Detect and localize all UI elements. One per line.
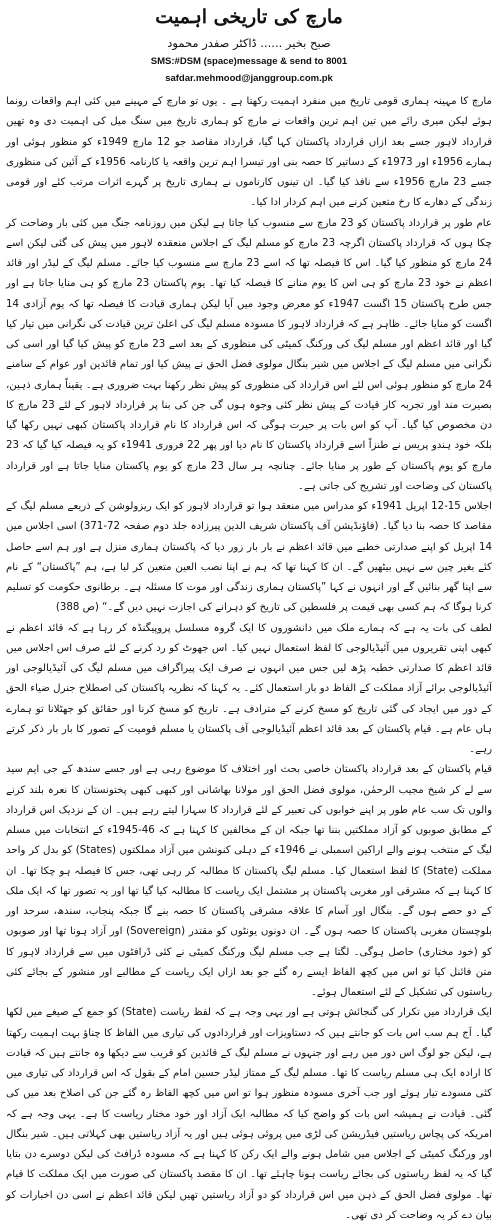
body-paragraph: اجلاس 15-12 اپریل 1941ء کو مدراس میں منعقد ہوا تو قرارداد لاہور کو ایک ریزولوشن کے ذریعے مسلم لیگ کے مقاصد کا حصہ بنا دیا گیا۔ (فاؤنڈیشن آف پاکستان شریف الدین پیرزادہ جلد دوم صفحہ 72-371) اسی اجلاس میں 14 اپریل کو اپنے صدارتی خطبے میں قائد اعظم نے بار بار زور دیا کہ پاکستان ہماری منزل ہے اور ہم اسے حاصل کئے بغیر چین سے نہیں بیٹھیں گے۔ ان کا کہنا تھا کہ ہم نے اپنا نصب العین متعین کر لیا ہے، ہم ”پاکستان“ کے نام سے اپنا گھر بنائیں گے اور انہوں نے کہا ”پاکستان ہماری زندگی اور موت کا مسئلہ ہے۔ برطانوی حکومت کو تسلیم کرنا ہوگا کہ ہم کسی بھی قیمت پر فلسطین کی تاریخ کو دہرانے کی اجازت نہیں دیں گے۔“ (ص 388) [6, 501, 492, 614]
article-title: مارچ کی تاریخی اہمیت [155, 6, 343, 28]
article-body [6, 92, 493, 1221]
body-paragraph: لطف کی بات یہ ہے کہ ہمارے ملک میں دانشوروں کا ایک گروہ مسلسل پروپیگنڈہ کر رہا ہے کہ قائد اعظم نے کبھی اپنی تقریروں میں آئیڈیالوجی کا لفظ استعمال نہیں کیا۔ اس جھوٹ کو رد کرنے کے لئے صرف اس اجلاس میں قائد اعظم کا صدارتی خطبہ پڑھ لیں جس میں انہوں نے صرف ایک پیراگراف میں مسلم لیگ کی آئیڈیالوجی اور آئیڈیالوجی برائے آزاد مملکت کے الفاظ دو بار استعمال کئے۔ یہ کہنا کہ نظریہ پاکستان کی اصطلاح جنرل ضیاء الحق کے دور میں ایجاد کی گئی تاریخ کو مسخ کرنے کے مترادف ہے۔ تاریخ کو مسخ کرنا اور حقائق کو جھٹلانا تو ہمارے ہاں عام ہے۔ قیام پاکستان کے بعد قائد اعظم آئیڈیالوجی آف پاکستان یا مسلم قومیت کے تصور کا بار بار ذکر کرتے رہے۔ [6, 622, 492, 755]
sms-instructions: SMS:#DSM (space)message & send to 8001 [150, 56, 348, 67]
body-paragraph: قیام پاکستان کے بعد قرارداد پاکستان خاصی بحث اور اختلاف کا موضوع رہی ہے اور جسے سندھ کے جی ایم سید سے لے کر شیخ مجیب الرحمٰن، مولوی فضل الحق اور مولانا بھاشانی اور کبھی کبھی پختونستان کا نعرہ بلند کرنے والوں تک سب عام طور پر اپنے خوابوں کی تعبیر کے لئے قرارداد کا سہارا لیتے رہے ہیں۔ ان کے نزدیک اس قرارداد کے مطابق صوبوں کو آزاد مملکتیں بننا تھا جبکہ ان کے مخالفین کا کہنا ہے کہ 46-1945ء کے انتخابات میں مسلم لیگ کے منتخب ہونے والے اراکین اسمبلی نے 1946ء کے دہلی کنونشن میں آزاد مملکتوں (States) کو بدل کر واحد مملکت (State) کا لفظ استعمال کیا۔ مسلم لیگ پاکستان کا مطالبہ کر رہی تھی، جس کا فیصلہ ہو چکا تھا۔ ان کا کہنا ہے کہ مشرقی اور مغربی پاکستان پر مشتمل ایک ریاست کا مطالبہ کیا گیا تھا اور یہ تصور تھا کہ ایک ملک کے دو حصے ہوں گے۔ بنگال اور آسام کا علاقہ مشرقی پاکستان کا حصہ بنے گا جبکہ پنجاب، سندھ، سرحد اور بلوچستان مغربی پاکستان کا حصہ ہوں گے۔ ان دونوں یونٹوں کو مقتدر (Sovereign) اور آزاد ہونا تھا اور صوبوں کو (خود مختاری) حاصل ہوگی۔ لگتا ہے جب مسلم لیگ ورکنگ کمیٹی نے کئی ڈرافٹوں میں سے قرارداد لاہور کا متن فائنل کیا تو اس میں کچھ الفاظ ایسے رہ گئے جو بعد ازاں ایک ریاست کے مطالبے اور منشور کے بجائے کئی ریاستوں کی تشکیل کے لئے استعمال ہوئے۔ [6, 764, 492, 998]
author-email: safdar.mehmood@janggroup.com.pk [165, 73, 333, 84]
author-byline: صبح بخیر ...... ڈاکٹر صفدر محمود [167, 36, 331, 50]
body-paragraph: مارچ کا مہینہ ہماری قومی تاریخ میں منفرد اہمیت رکھتا ہے ۔ یوں تو مارچ کے مہینے میں کئی اہم واقعات رونما ہوئے لیکن میری رائے میں تین اہم ترین واقعات نے مارچ کو ہماری تاریخ میں سنگ میل کی اہمیت دی وہ تھیں قرارداد لاہور جسے بعد ازاں قرارداد پاکستان کہا گیا، قرارداد مقاصد جو 12 مارچ 1949ء کو منظور ہوئی اور ہمارے 1956ء اور 1973ء کے دساتیر کا حصہ بنی اور تیسرا اہم ترین واقعہ یا کارنامہ 1956ء کے آئین کی منظوری جسے 23 مارچ 1956ء سے نافذ کیا گیا۔ ان تینوں کارناموں نے ہماری تاریخ پر گہرے اثرات مرتب کئے اور قومی زندگی کے دھارے کا رخ متعین کرنے میں اہم کردار ادا کیا۔ [6, 96, 492, 209]
body-paragraph: ایک قرارداد میں تکرار کی گنجائش ہوتی ہے اور یہی وجہ ہے کہ لفظ ریاست (State) کو جمع کے صیغے میں لکھا گیا۔ آج ہم سب اس بات کو جانتے ہیں کہ دستاویزات اور قراردادوں کی تیاری میں الفاظ کا چناؤ بہت اہمیت رکھتا ہے، لیکن جو لوگ اس دور میں رہے اور جنہوں نے مسلم لیگ کے قائدین کو قریب سے دیکھا وہ جانتے ہیں کہ قیادت کا ارادہ ایک ہی مسلم ریاست کا تھا۔ مسلم لیگ کے ممتاز لیڈر حسین امام کے بقول کہ اس قرارداد کی تیاری میں کئی مسودے تیار ہوئے اور جب آخری مسودہ منظور ہوا تو اس میں کچھ الفاظ رہ گئے جن کی اصلاح بعد میں کی گئی۔ قیادت نے ہمیشہ اس بات کو واضح کیا کہ مطالبہ ایک آزاد اور خود مختار ریاست کا ہے۔ یہی وجہ ہے کہ امریکہ کی پچاس ریاستیں فیڈریشن کی لڑی میں پروئی ہوئی ہیں اور یہ آزاد ریاستیں بھی کہلاتی ہیں۔ شیر بنگال اور ورکنگ کمیٹی کے اجلاس میں شامل ہونے والے ایک رکن کا کہنا ہے کہ مسودہ ڈرافٹ کی لیکن دوسرے دن بتایا گیا کہ یہ لفظ ریاستوں کی بجائے ریاست ہونا چاہئے تھا۔ ان کا مقصد پاکستان کی صورت میں ایک مملکت کا قیام تھا۔ مولوی فضل الحق کے ذہن میں اس قرارداد کو دو آزاد ریاستیں تھیں لیکن قائد اعظم نے اسی دن اخبارات کو بیان دے کر یہ وضاحت کر دی تھی۔ [6, 1007, 492, 1221]
body-paragraph: عام طور پر قرارداد پاکستان کو 23 مارچ سے منسوب کیا جاتا ہے لیکن میں روزنامہ جنگ میں کئی بار وضاحت کر چکا ہوں کہ قرارداد پاکستان اگرچہ 23 مارچ کو مسلم لیگ کے اجلاس منعقدہ لاہور میں پیش کی گئی لیکن اسے 24 مارچ کو منظور کیا گیا۔ اس کا فیصلہ تھا کہ اسے 23 مارچ سے منسوب کیا جائے۔ مسلم لیگ کے لیڈر اور قائد اعظم نے خود 23 مارچ کو ہی اس کا یوم منانے کا فیصلہ کیا تھا۔ یوم پاکستان 23 مارچ کو ہی منایا جاتا ہے اور جس طرح پاکستان 15 اگست 1947ء کو معرض وجود میں آیا لیکن ہماری قیادت کا فیصلہ تھا کہ یوم آزادی 14 اگست کو منایا جائے۔ ظاہر ہے کہ قرارداد لاہور کا مسودہ مسلم لیگ کی اعلیٰ ترین قیادت کی نگرانی میں تیار کیا گیا اور قائد اعظم اور مسلم لیگ کی ورکنگ کمیٹی کی منظوری کے بعد اسے 23 مارچ کو پیش کیا گیا اور اسی کی نگرانی میں مسلم لیگ کے اجلاس میں شیر بنگال مولوی فضل الحق نے پیش کیا اور تمام قائدین اور عوام کے سامنے 24 مارچ کو منظور ہوئی اس لئے اس قرارداد کی منظوری کو پیش نظر رکھنا بہت ضروری ہے۔ یقیناً ہماری ذہین، بصیرت مند اور تجربہ کار قیادت کے پیش نظر کئی وجوہ ہوں گی جن کی بنا پر قرارداد لاہور کے لئے 23 مارچ کا دن مخصوص کیا گیا۔ آپ کو اس بات پر حیرت ہوگی کہ اس قرارداد کا نام قرارداد پاکستان کبھی نہیں رکھا گیا بلکہ خود ہندو پریس نے طنزاً اسے قرارداد پاکستان کا نام دیا اور پھر 22 فروری 1941ء کو یہ فیصلہ کیا گیا کہ 23 مارچ کو یوم پاکستان کے طور پر منایا جائے۔ چنانچہ ہر سال 23 مارچ کو یوم پاکستان منایا جاتا ہے اور قرارداد پاکستان کی وضاحت اور تشریح کی جاتی ہے۔ [6, 217, 493, 492]
